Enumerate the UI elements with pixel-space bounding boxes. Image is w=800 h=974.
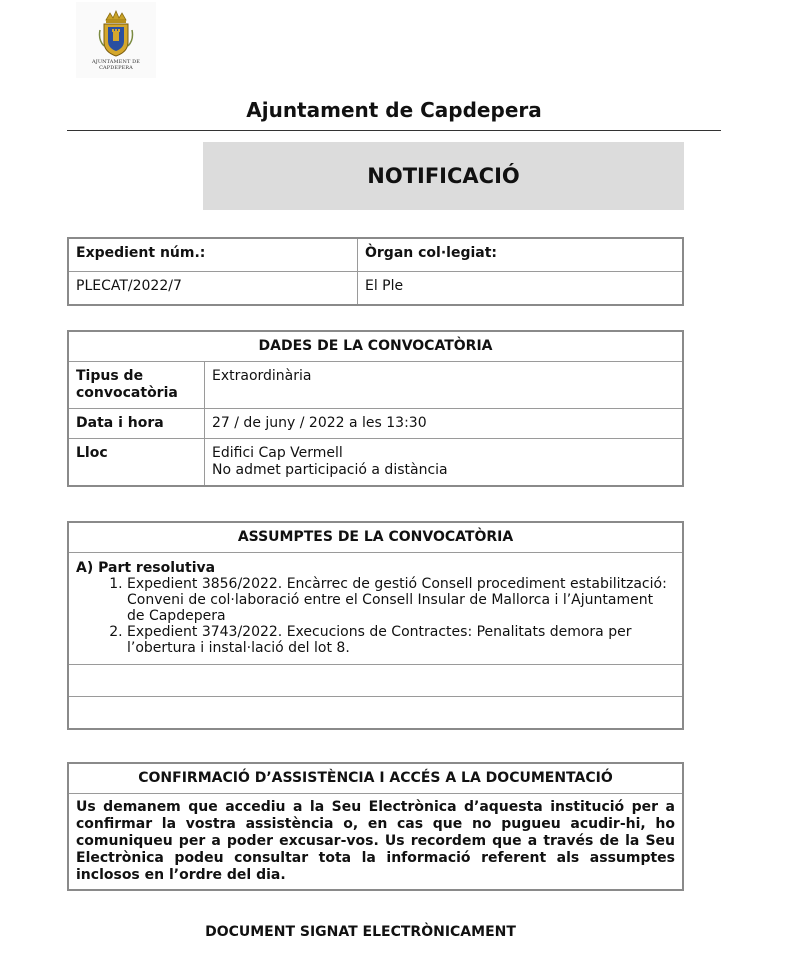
notice-title: NOTIFICACIÓ: [367, 164, 520, 188]
agenda-items-table: [67, 521, 684, 730]
agenda-item: 2. Expedient 3743/2022. Execucions de Contractes: Penalitats demora per l’obertura i instal·lació del lot 8.: [127, 624, 675, 656]
agenda-heading: ASSUMPTES DE LA CONVOCATÒRIA: [68, 522, 683, 553]
organ-value: El Ple: [358, 272, 684, 306]
coat-of-arms-icon: [98, 10, 134, 58]
convocation-details-heading: DADES DE LA CONVOCATÒRIA: [68, 331, 683, 362]
organization-title: Ajuntament de Capdepera: [246, 98, 542, 122]
attendance-confirmation-table: [67, 762, 684, 891]
place-value-line2: No admet participació a distància: [212, 462, 448, 478]
type-label: Tipus de convocatòria: [68, 362, 205, 409]
datetime-label: Data i hora: [68, 409, 205, 439]
expedient-number-value: PLECAT/2022/7: [68, 272, 358, 306]
notice-title-banner: [203, 142, 684, 210]
type-value: Extraordinària: [205, 362, 684, 409]
confirmation-heading: CONFIRMACIÓ D’ASSISTÈNCIA I ACCÉS A LA DOCUMENTACIÓ: [68, 763, 683, 794]
place-value-line1: Edifici Cap Vermell: [212, 445, 343, 461]
place-value: [205, 439, 684, 487]
electronic-signature-note: DOCUMENT SIGNAT ELECTRÒNICAMENT: [205, 924, 516, 940]
datetime-value: 27 / de juny / 2022 a les 13:30: [205, 409, 684, 439]
organ-label: Òrgan col·legiat:: [358, 238, 684, 272]
agenda-content: [68, 553, 683, 665]
expedient-table: [67, 237, 684, 306]
empty-row: [68, 697, 683, 730]
agenda-item: 1. Expedient 3856/2022. Encàrrec de gestió Consell procediment estabilització: Conveni de col·laboració entre el Consell Insular de Mallorca i l’Ajuntament de Capdepera: [127, 576, 675, 624]
convocation-details-table: [67, 330, 684, 487]
logo-caption: AJUNTAMENT DE CAPDEPERA: [92, 59, 140, 71]
title-divider: [67, 130, 721, 131]
place-label: Lloc: [68, 439, 205, 487]
agenda-section-title: A) Part resolutiva: [76, 560, 216, 576]
confirmation-text: Us demanem que accediu a la Seu Electrònica d’aquesta institució per a confirmar la vostra assistència o, en cas que no pugueu acudir-hi, ho comuniqueu per a poder excusar-vos. Us recordem que a través de la Seu Electrònica podeu consultar tota la informació referent als assumptes inclosos en l’ordre del dia.: [68, 794, 683, 891]
empty-row: [68, 665, 683, 697]
municipal-logo: [76, 2, 156, 78]
agenda-list: [76, 576, 675, 656]
expedient-number-label: Expedient núm.:: [68, 238, 358, 272]
